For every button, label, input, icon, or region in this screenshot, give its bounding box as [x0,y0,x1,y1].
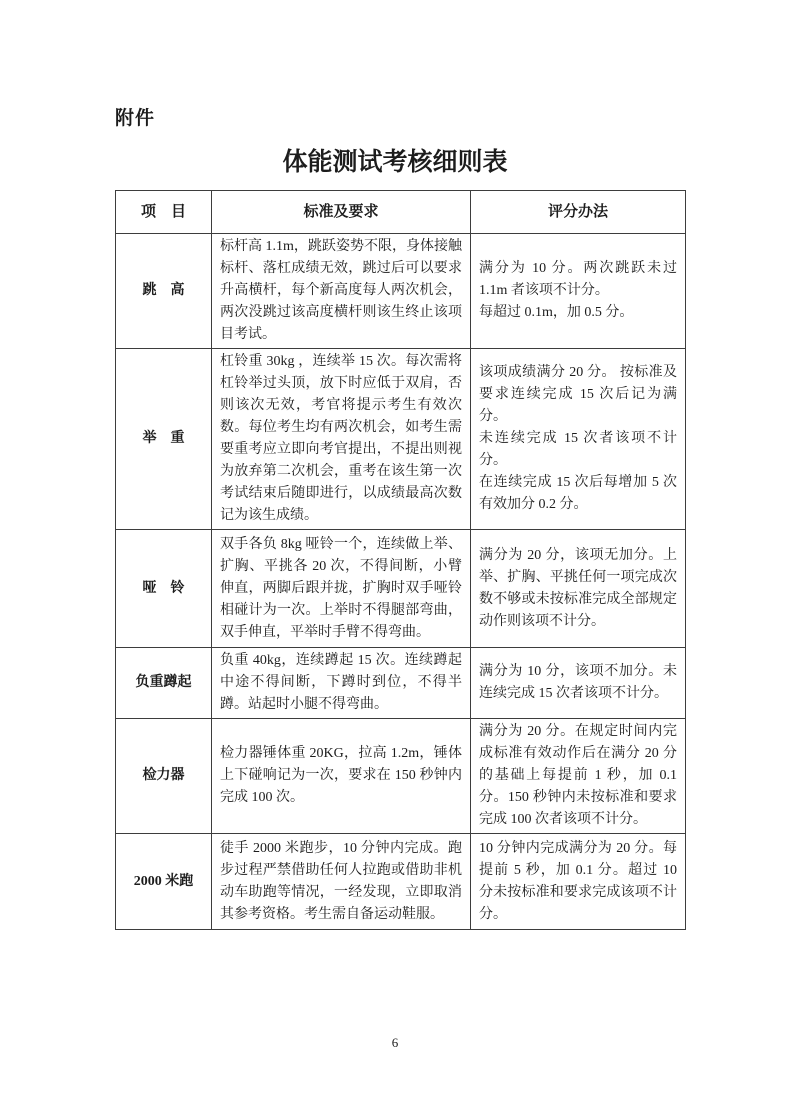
header-scoring: 评分办法 [471,191,686,234]
row-item-label: 负重蹲起 [116,648,212,719]
scoring-text: 未连续完成 15 次者该项不计分。 [479,431,677,468]
row-item-label: 检力器 [116,719,212,834]
row-item-label: 哑 铃 [116,530,212,648]
scoring-text: 满分为 20 分。在规定时间内完成标准有效动作后在满分 20 分的基础上每提前 1 秒，加 0.1 分。150 秒钟内未按标准和要求完成 100 次者该项不计分。 [479,724,677,827]
header-item: 项 目 [116,191,212,234]
standard-text: 标杆高 1.1m，跳跃姿势不限，身体接触标杆、落杠成绩无效，跳过后可以要求升高横杆，每个新高度每人两次机会，两次没跳过该高度横杆则该生终止该项目考试。 [220,239,462,342]
page-number: 6 [391,1035,399,1050]
scoring-text: 在连续完成 15 次后每增加 5 次有效加分 0.2 分。 [479,475,677,512]
table-row-strength-tester [116,719,686,834]
header-standard: 标准及要求 [212,191,471,234]
standard-text: 检力器锤体重 20KG，拉高 1.2m，锤体上下碰响记为一次，要求在 150 秒钟内完成 100 次。 [220,746,462,805]
table-row-weightlifting [116,349,686,530]
assessment-rules-table [115,190,686,930]
scoring-text: 10 分钟内完成满分为 20 分。每提前 5 秒，加 0.1 分。超过 10 分未按标准和要求完成该项不计分。 [479,840,677,922]
scoring-text: 满分为 10 分。两次跳跃未过 1.1m 者该项不计分。 [479,261,677,298]
table-row-2000m-run [116,834,686,930]
standard-text: 徒手 2000 米跑步，10 分钟内完成。跑步过程严禁借助任何人拉跑或借助非机动车助跑等情况，一经发现，立即取消其参考资格。考生需自备运动鞋服。 [220,840,462,922]
table-header-row [116,191,686,234]
scoring-text: 满分为 20 分，该项无加分。上举、扩胸、平挑任何一项完成次数不够或未按标准完成全部规定动作则该项不计分。 [479,547,677,629]
table-row-high-jump [116,234,686,349]
attachment-label: 附件 [115,108,156,129]
scoring-text: 满分为 10 分，该项不加分。未连续完成 15 次者该项不计分。 [479,664,677,701]
page-title: 体能测试考核细则表 [282,149,508,176]
standard-text: 负重 40kg，连续蹲起 15 次。连续蹲起中途不得间断，下蹲时到位，不得半蹲。站起时小腿不得弯曲。 [220,653,462,712]
row-item-label: 举 重 [116,349,212,530]
standard-text: 双手各负 8kg 哑铃一个，连续做上举、扩胸、平挑各 20 次，不得间断，小臂伸直，两脚后跟并拢，扩胸时双手哑铃相碰计为一次。上举时不得腿部弯曲，双手伸直，平举时手臂不得弯曲。 [220,536,462,640]
scoring-text: 每超过 0.1m，加 0.5 分。 [479,305,634,320]
standard-text: 杠铃重 30kg ，连续举 15 次。每次需将杠铃举过头顶，放下时应低于双肩，否则该次无效，考官将提示考生有效次数。每位考生均有两次机会，如考生需要重考应立即向考官提出，不提出则视为放弃第二次机会，重考在该生第一次考试结束后随即进行，以成绩最高次数记为该生成绩。 [220,354,462,523]
row-item-label: 2000 米跑 [116,834,212,930]
row-item-label: 跳 高 [116,234,212,349]
table-row-dumbbell [116,530,686,648]
table-row-weighted-squat [116,648,686,719]
scoring-text: 该项成绩满分 20 分。 按标准及要求连续完成 15 次后记为满分。 [479,365,677,424]
